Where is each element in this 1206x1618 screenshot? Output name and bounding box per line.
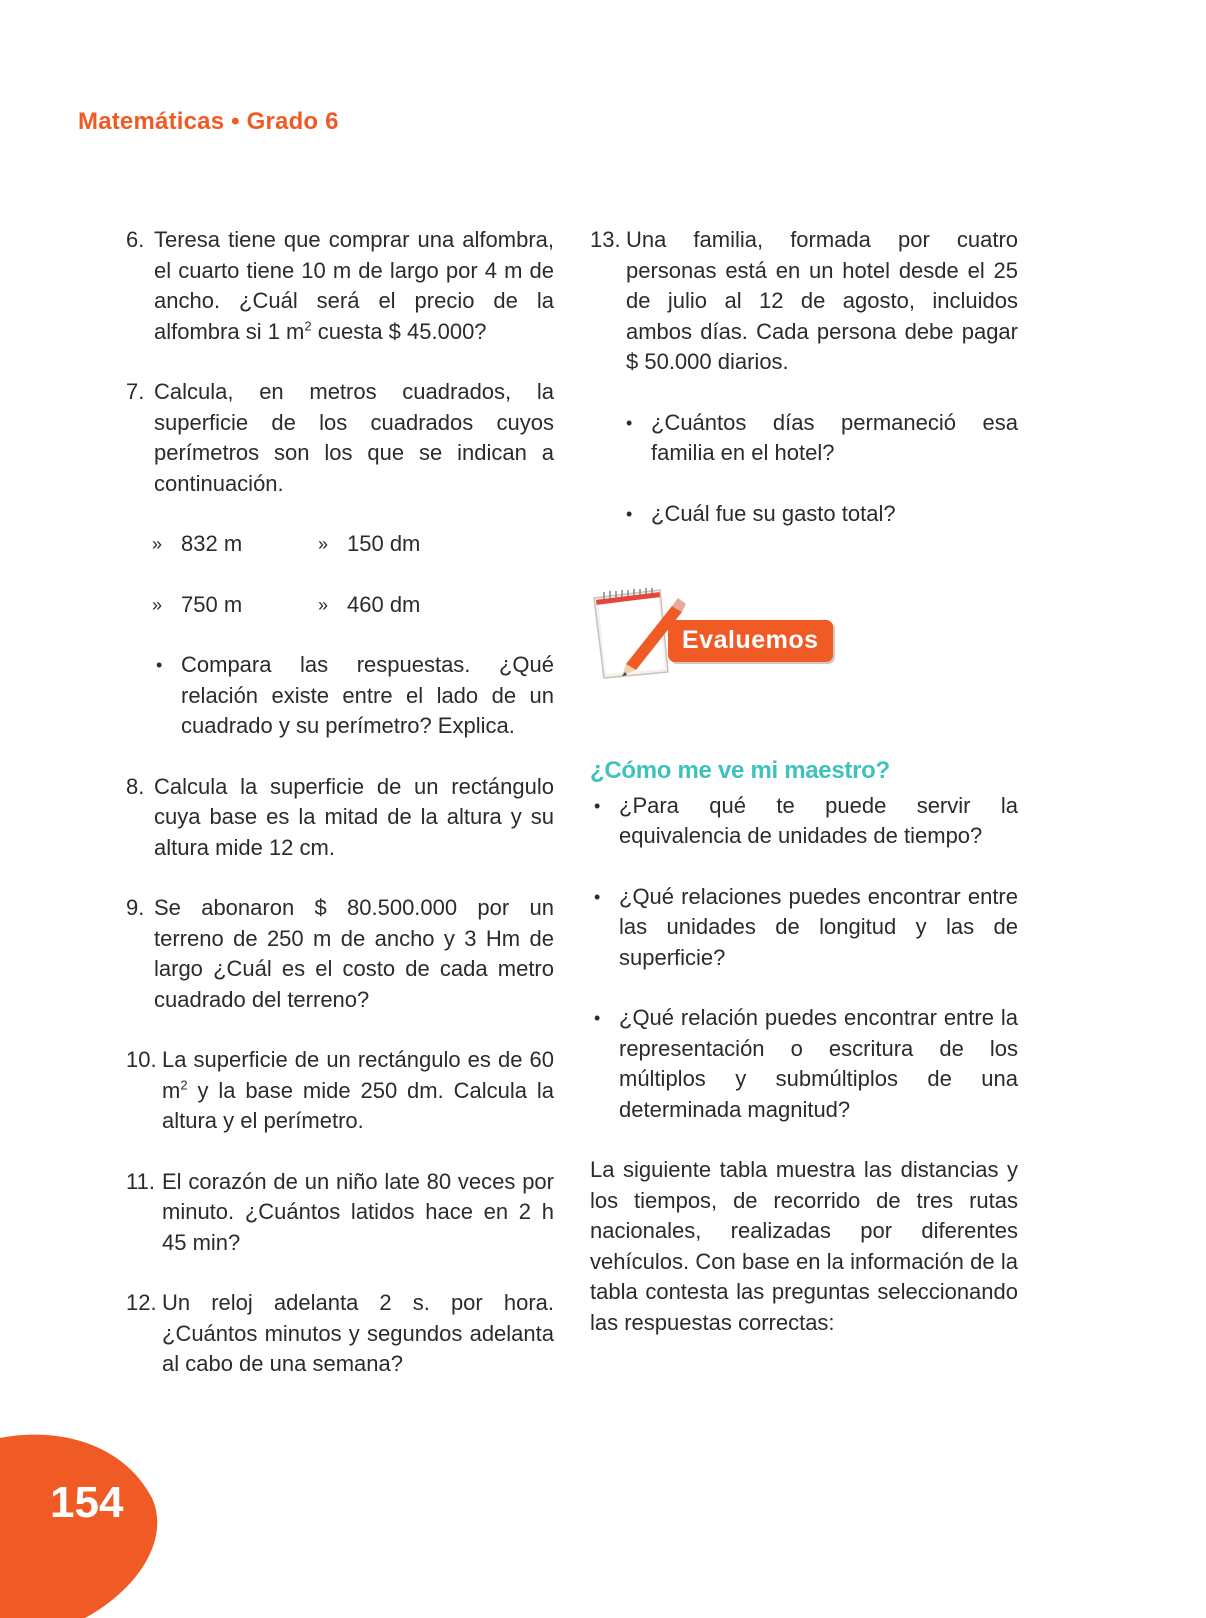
right-column	[590, 225, 1018, 1338]
list-item	[318, 590, 484, 621]
bullet-text: ¿Qué relaciones puedes encontrar entre las unidades de longitud y las de superficie?	[619, 883, 1018, 970]
eval-bullet	[590, 1003, 1018, 1125]
question-text: Teresa tiene que comprar una alfombra, el cuarto tiene 10 m de largo por 4 m de ancho. ¿Cuál será el precio de la alfombra si 1 m	[154, 227, 554, 344]
chevron-marker: »	[318, 594, 329, 615]
superscript: 2	[180, 1077, 188, 1093]
question-text-cont: y la base mide 250 dm. Calcula la altura y el perímetro.	[162, 1077, 554, 1133]
question-text-cont: cuesta $ 45.000?	[311, 318, 487, 344]
page-header: Matemáticas • Grado 6	[78, 108, 339, 135]
perimeter-row-1	[126, 529, 554, 560]
question-number: 13.	[590, 227, 621, 252]
question-text: Calcula la superficie de un rectángulo cuya base es la mitad de la altura y su altura mide 12 cm.	[154, 773, 554, 860]
perimeter-row-2	[126, 590, 554, 621]
bullet-text: ¿Cuántos días permaneció esa familia en el hotel?	[651, 409, 1018, 465]
bullet-text: Compara las respuestas. ¿Qué relación existe entre el lado de un cuadrado y su perímetro? Explica.	[181, 652, 554, 738]
question-13-bullet	[622, 499, 1018, 530]
question-number: 9.	[126, 895, 145, 920]
bullet-text: ¿Cuál fue su gasto total?	[651, 500, 896, 526]
evaluemos-badge: Evaluemos	[668, 620, 833, 662]
question-text: Un reloj adelanta 2 s. por hora. ¿Cuántos minutos y segundos adelanta al cabo de una semana?	[162, 1290, 554, 1376]
question-13-bullet	[622, 408, 1018, 469]
eval-bullet	[590, 882, 1018, 974]
question-8	[126, 772, 554, 864]
item-value: 150 dm	[347, 531, 421, 556]
eval-bullet	[590, 791, 1018, 852]
question-7-bullet	[152, 650, 554, 742]
chevron-marker: »	[152, 534, 163, 554]
list-item	[152, 529, 318, 560]
question-9	[126, 893, 554, 1015]
bullet-marker: •	[594, 795, 601, 816]
chevron-marker: »	[318, 534, 329, 554]
item-value: 832 m	[181, 531, 243, 556]
page-number: 154	[50, 1478, 124, 1527]
question-10	[126, 1045, 554, 1137]
bullet-text: ¿Para qué te puede servir la equivalencia de unidades de tiempo?	[619, 792, 1018, 848]
evaluemos-section-header	[590, 584, 1018, 694]
question-text: El corazón de un niño late 80 veces por minuto. ¿Cuántos latidos hace en 2 h 45 min?	[162, 1168, 554, 1255]
chevron-marker: »	[152, 594, 163, 615]
closing-paragraph: La siguiente tabla muestra las distancias y los tiempos, de recorrido de tres rutas nacionales, realizadas por diferentes vehículos. Con base en la información de la tabla contesta las preguntas seleccionando las respuestas correctas:	[590, 1157, 1018, 1335]
question-number: 8.	[126, 773, 145, 799]
question-7	[126, 377, 554, 499]
question-text: La superficie de un rectángulo es de 60 m	[162, 1047, 554, 1103]
question-text: Calcula, en metros cuadrados, la superficie de los cuadrados cuyos perímetros son los que se indican a continuación.	[154, 379, 554, 496]
list-item	[152, 590, 318, 621]
bullet-marker: •	[156, 655, 163, 675]
question-text: Una familia, formada por cuatro personas está en un hotel desde el 25 de julio al 12 de agosto, incluidos ambos días. Cada persona debe pagar $ 50.000 diarios.	[626, 227, 1018, 374]
item-value: 750 m	[181, 591, 243, 617]
question-number: 6.	[126, 227, 145, 252]
bullet-text: ¿Qué relación puedes encontrar entre la representación o escritura de los múltiplos y submúltiplos de una determinada magnitud?	[619, 1005, 1018, 1122]
bullet-marker: •	[626, 412, 633, 433]
bullet-marker: •	[594, 886, 601, 907]
question-text: Se abonaron $ 80.500.000 por un terreno de 250 m de ancho y 3 Hm de largo ¿Cuál es el costo de cada metro cuadrado del terreno?	[154, 895, 554, 1012]
bullet-marker: •	[594, 1008, 601, 1028]
item-value: 460 dm	[347, 591, 421, 617]
question-13	[590, 225, 1018, 378]
question-number: 7.	[126, 379, 145, 404]
section-subheading: ¿Cómo me ve mi maestro?	[590, 757, 890, 784]
left-column	[126, 225, 554, 1410]
question-number: 11.	[126, 1168, 155, 1194]
bullet-marker: •	[626, 503, 633, 524]
question-11	[126, 1167, 554, 1259]
question-number: 12.	[126, 1290, 157, 1315]
question-12	[126, 1288, 554, 1380]
superscript: 2	[304, 318, 312, 334]
question-6	[126, 225, 554, 347]
list-item	[318, 529, 484, 560]
question-number: 10.	[126, 1047, 157, 1072]
